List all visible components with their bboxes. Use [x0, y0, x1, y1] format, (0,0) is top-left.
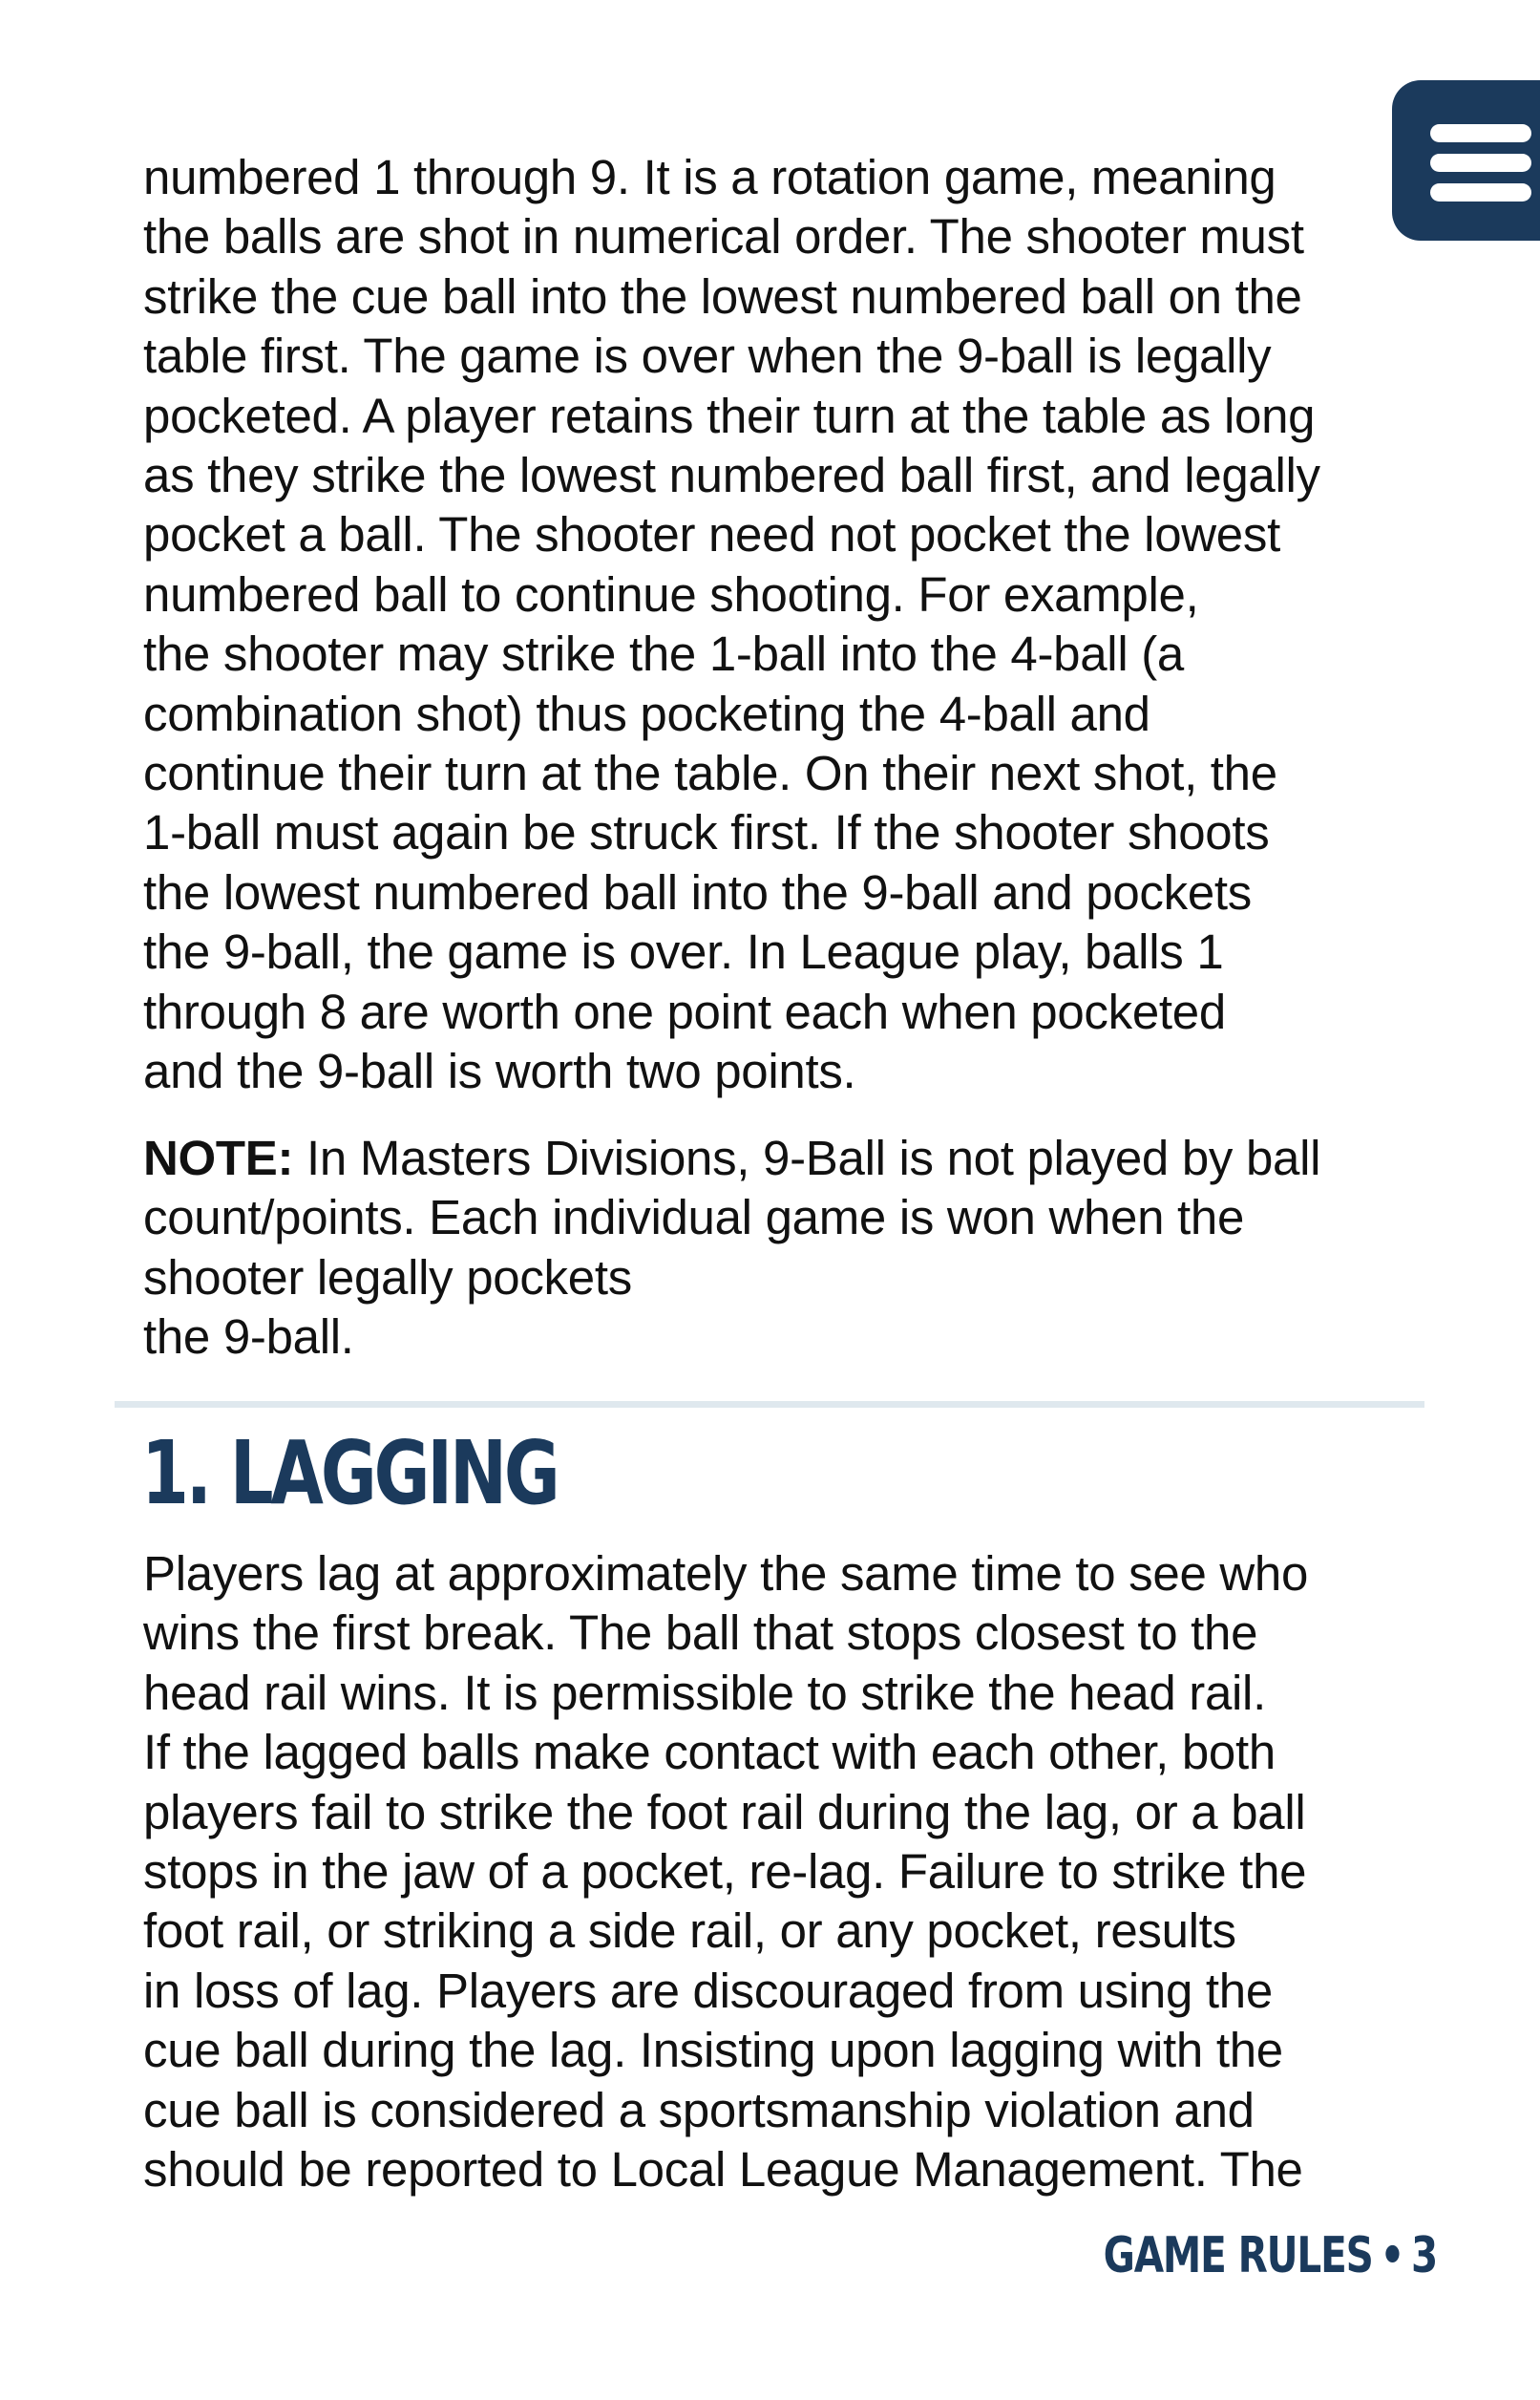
text-line: head rail wins. It is permissible to strike the head rail. [143, 1665, 1266, 1720]
text-line: table first. The game is over when the 9-ball is legally [143, 329, 1272, 384]
text-line: combination shot) thus pocketing the 4-ball and [143, 686, 1150, 741]
text-line: the lowest numbered ball into the 9-ball and pockets [143, 864, 1252, 920]
text-line: foot rail, or striking a side rail, or any pocket, results [143, 1903, 1236, 1959]
footer-section-name: GAME RULES [1103, 2227, 1373, 2284]
note-line: count/points. Each individual game is won when the [143, 1190, 1245, 1245]
note-paragraph [143, 1129, 1403, 1368]
text-line: continue their turn at the table. On their next shot, the [143, 746, 1277, 801]
text-line: the shooter may strike the 1-ball into the 4-ball (a [143, 627, 1184, 682]
page-footer [1103, 2225, 1437, 2286]
text-line: should be reported to Local League Management. The [143, 2142, 1303, 2198]
text-line: Players lag at approximately the same time to see who [143, 1546, 1309, 1601]
note-line: shooter legally pockets [143, 1249, 632, 1305]
text-line: strike the cue ball into the lowest numbered ball on the [143, 268, 1302, 324]
note-first-line [143, 1129, 1403, 1188]
text-line: numbered ball to continue shooting. For example, [143, 566, 1199, 622]
text-line: through 8 are worth one point each when pocketed [143, 984, 1226, 1039]
text-line: the balls are shot in numerical order. The shooter must [143, 209, 1304, 265]
section-heading-lagging: 1. LAGGING [141, 1422, 558, 1524]
text-line: pocketed. A player retains their turn at the table as long [143, 388, 1316, 443]
section-divider [115, 1401, 1424, 1408]
note-line: the 9-ball. [143, 1309, 354, 1365]
text-line: stops in the jaw of a pocket, re-lag. Failure to strike the [143, 1844, 1307, 1900]
text-line: wins the first break. The ball that stops closest to the [143, 1605, 1258, 1661]
text-line: the 9-ball, the game is over. In League play, balls 1 [143, 924, 1224, 980]
text-line: in loss of lag. Players are discouraged from using the [143, 1963, 1273, 2018]
page-number: 3 [1410, 2227, 1437, 2284]
text-line: 1-ball must again be struck first. If the shooter shoots [143, 805, 1270, 860]
note-label: NOTE: [143, 1131, 294, 1185]
text-line: players fail to strike the foot rail during the lag, or a ball [143, 1784, 1306, 1839]
note-first-line-text: In Masters Divisions, 9-Ball is not played by ball [293, 1131, 1321, 1185]
text-line: as they strike the lowest numbered ball first, and legally [143, 448, 1320, 503]
menu-button[interactable] [1392, 80, 1540, 241]
text-line: and the 9-ball is worth two points. [143, 1044, 856, 1099]
intro-paragraph [143, 148, 1403, 1102]
text-line: If the lagged balls make contact with each other, both [143, 1725, 1276, 1780]
text-line: pocket a ball. The shooter need not pocket the lowest [143, 507, 1280, 563]
text-line: cue ball is considered a sportsmanship violation and [143, 2082, 1255, 2137]
lagging-paragraph [143, 1544, 1403, 2199]
text-line: numbered 1 through 9. It is a rotation game, meaning [143, 150, 1276, 204]
text-line: cue ball during the lag. Insisting upon lagging with the [143, 2023, 1283, 2078]
footer-separator: • [1380, 2227, 1404, 2284]
